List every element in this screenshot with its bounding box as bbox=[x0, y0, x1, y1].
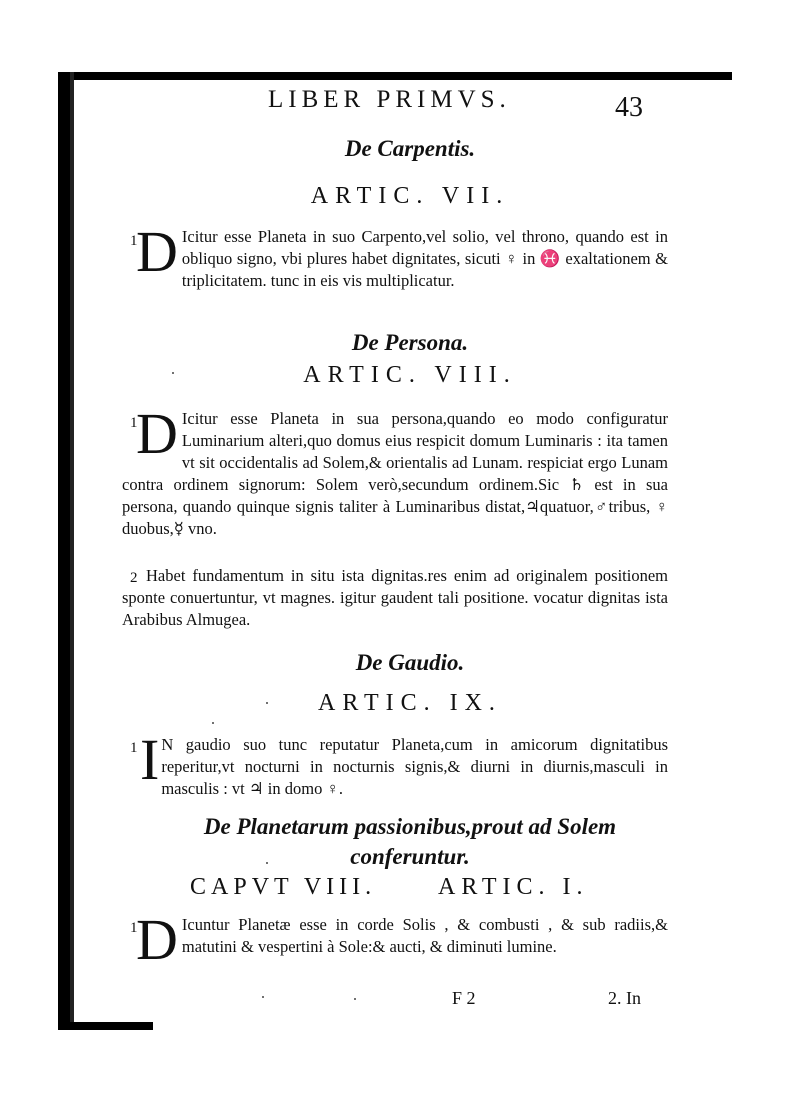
paragraph-number: 1 bbox=[130, 415, 138, 431]
paragraph bbox=[122, 565, 668, 631]
paragraph-number: 1 bbox=[130, 920, 138, 936]
section-title: De Carpentis. bbox=[344, 136, 476, 161]
paragraph-text: Icitur esse Planeta in suo Carpento,vel solio, vel throno, quando est in obliquo signo, vbi plures habet dignitates, sicuti ♀ in ♓ exaltationem & triplicitatem. tunc in eis vis multiplicatur. bbox=[181, 227, 668, 290]
paragraph-number: 1 bbox=[130, 740, 138, 756]
article-heading: ARTIC. VII. bbox=[310, 183, 510, 209]
page-edge-top bbox=[62, 72, 732, 80]
running-head: LIBER PRIMVS. bbox=[268, 86, 511, 113]
page-edge-left-shadow bbox=[70, 72, 74, 1030]
article-heading: ARTIC. I. bbox=[438, 874, 589, 900]
paragraph bbox=[122, 907, 668, 972]
article-heading: ARTIC. IX. bbox=[318, 690, 502, 716]
chapter-heading: CAPVT VIII. bbox=[190, 874, 377, 900]
article-heading: ARTIC. VIII. bbox=[303, 362, 517, 388]
paragraph-number: 2 bbox=[130, 570, 138, 586]
catchword: 2. In bbox=[608, 988, 641, 1008]
drop-cap: D bbox=[136, 907, 178, 972]
paragraph-text: N gaudio suo tunc reputatur Planeta,cum in amicorum dignitatibus reperitur,vt nocturni in nocturnis signis,& diurni in diurnis,masculi in masculis : vt ♃ in domo ♀. bbox=[161, 735, 668, 798]
paragraph-text: Icitur esse Planeta in sua persona,quando eo modo configuratur Luminarium alteri,quo domus eius respicit domum Luminaris : ita tamen vt sit occidentalis ad Solem,& orientalis ad Lunam. respiciat ergo Lunam contra ordinem signorum: Solem verò,secundum ordinem.Sic ♄ est in sua persona, quando quinque signis taliter à Luminaribus distat,♃quatuor,♂tribus, ♀ duobus,☿ vno. bbox=[122, 409, 668, 538]
drop-cap: I bbox=[140, 727, 160, 792]
scan-speck bbox=[262, 996, 264, 998]
section-title: De Persona. bbox=[351, 330, 469, 355]
paragraph-text: Habet fundamentum in situ ista dignitas.res enim ad originalem positionem sponte conuertuntur, vt magnes. igitur gaudent tali positione. vocatur dignitas ista Arabibus Almugea. bbox=[122, 566, 668, 629]
scan-speck bbox=[354, 998, 356, 1000]
section-title: De Planetarum passionibus,prout ad Solem conferuntur. bbox=[203, 814, 617, 869]
scan-speck bbox=[212, 722, 214, 724]
scan-speck bbox=[266, 862, 268, 864]
signature-mark: F 2 bbox=[452, 988, 476, 1008]
drop-cap: D bbox=[136, 219, 178, 284]
page-edge-bottom bbox=[58, 1022, 153, 1030]
paragraph-number: 1 bbox=[130, 233, 138, 249]
page-number: 43 bbox=[615, 92, 643, 123]
page-edge-left bbox=[58, 72, 70, 1030]
section-title: De Gaudio. bbox=[355, 650, 465, 675]
paragraph bbox=[122, 727, 668, 800]
drop-cap: D bbox=[136, 401, 178, 466]
paragraph bbox=[122, 401, 668, 540]
scan-speck bbox=[172, 372, 174, 374]
scan-speck bbox=[266, 702, 268, 704]
paragraph-text: Icuntur Planetæ esse in corde Solis , & combusti , & sub radiis,& matutini & vespertini à Sole:& aucti, & diminuti lumine. bbox=[181, 915, 668, 956]
paragraph bbox=[122, 219, 668, 292]
